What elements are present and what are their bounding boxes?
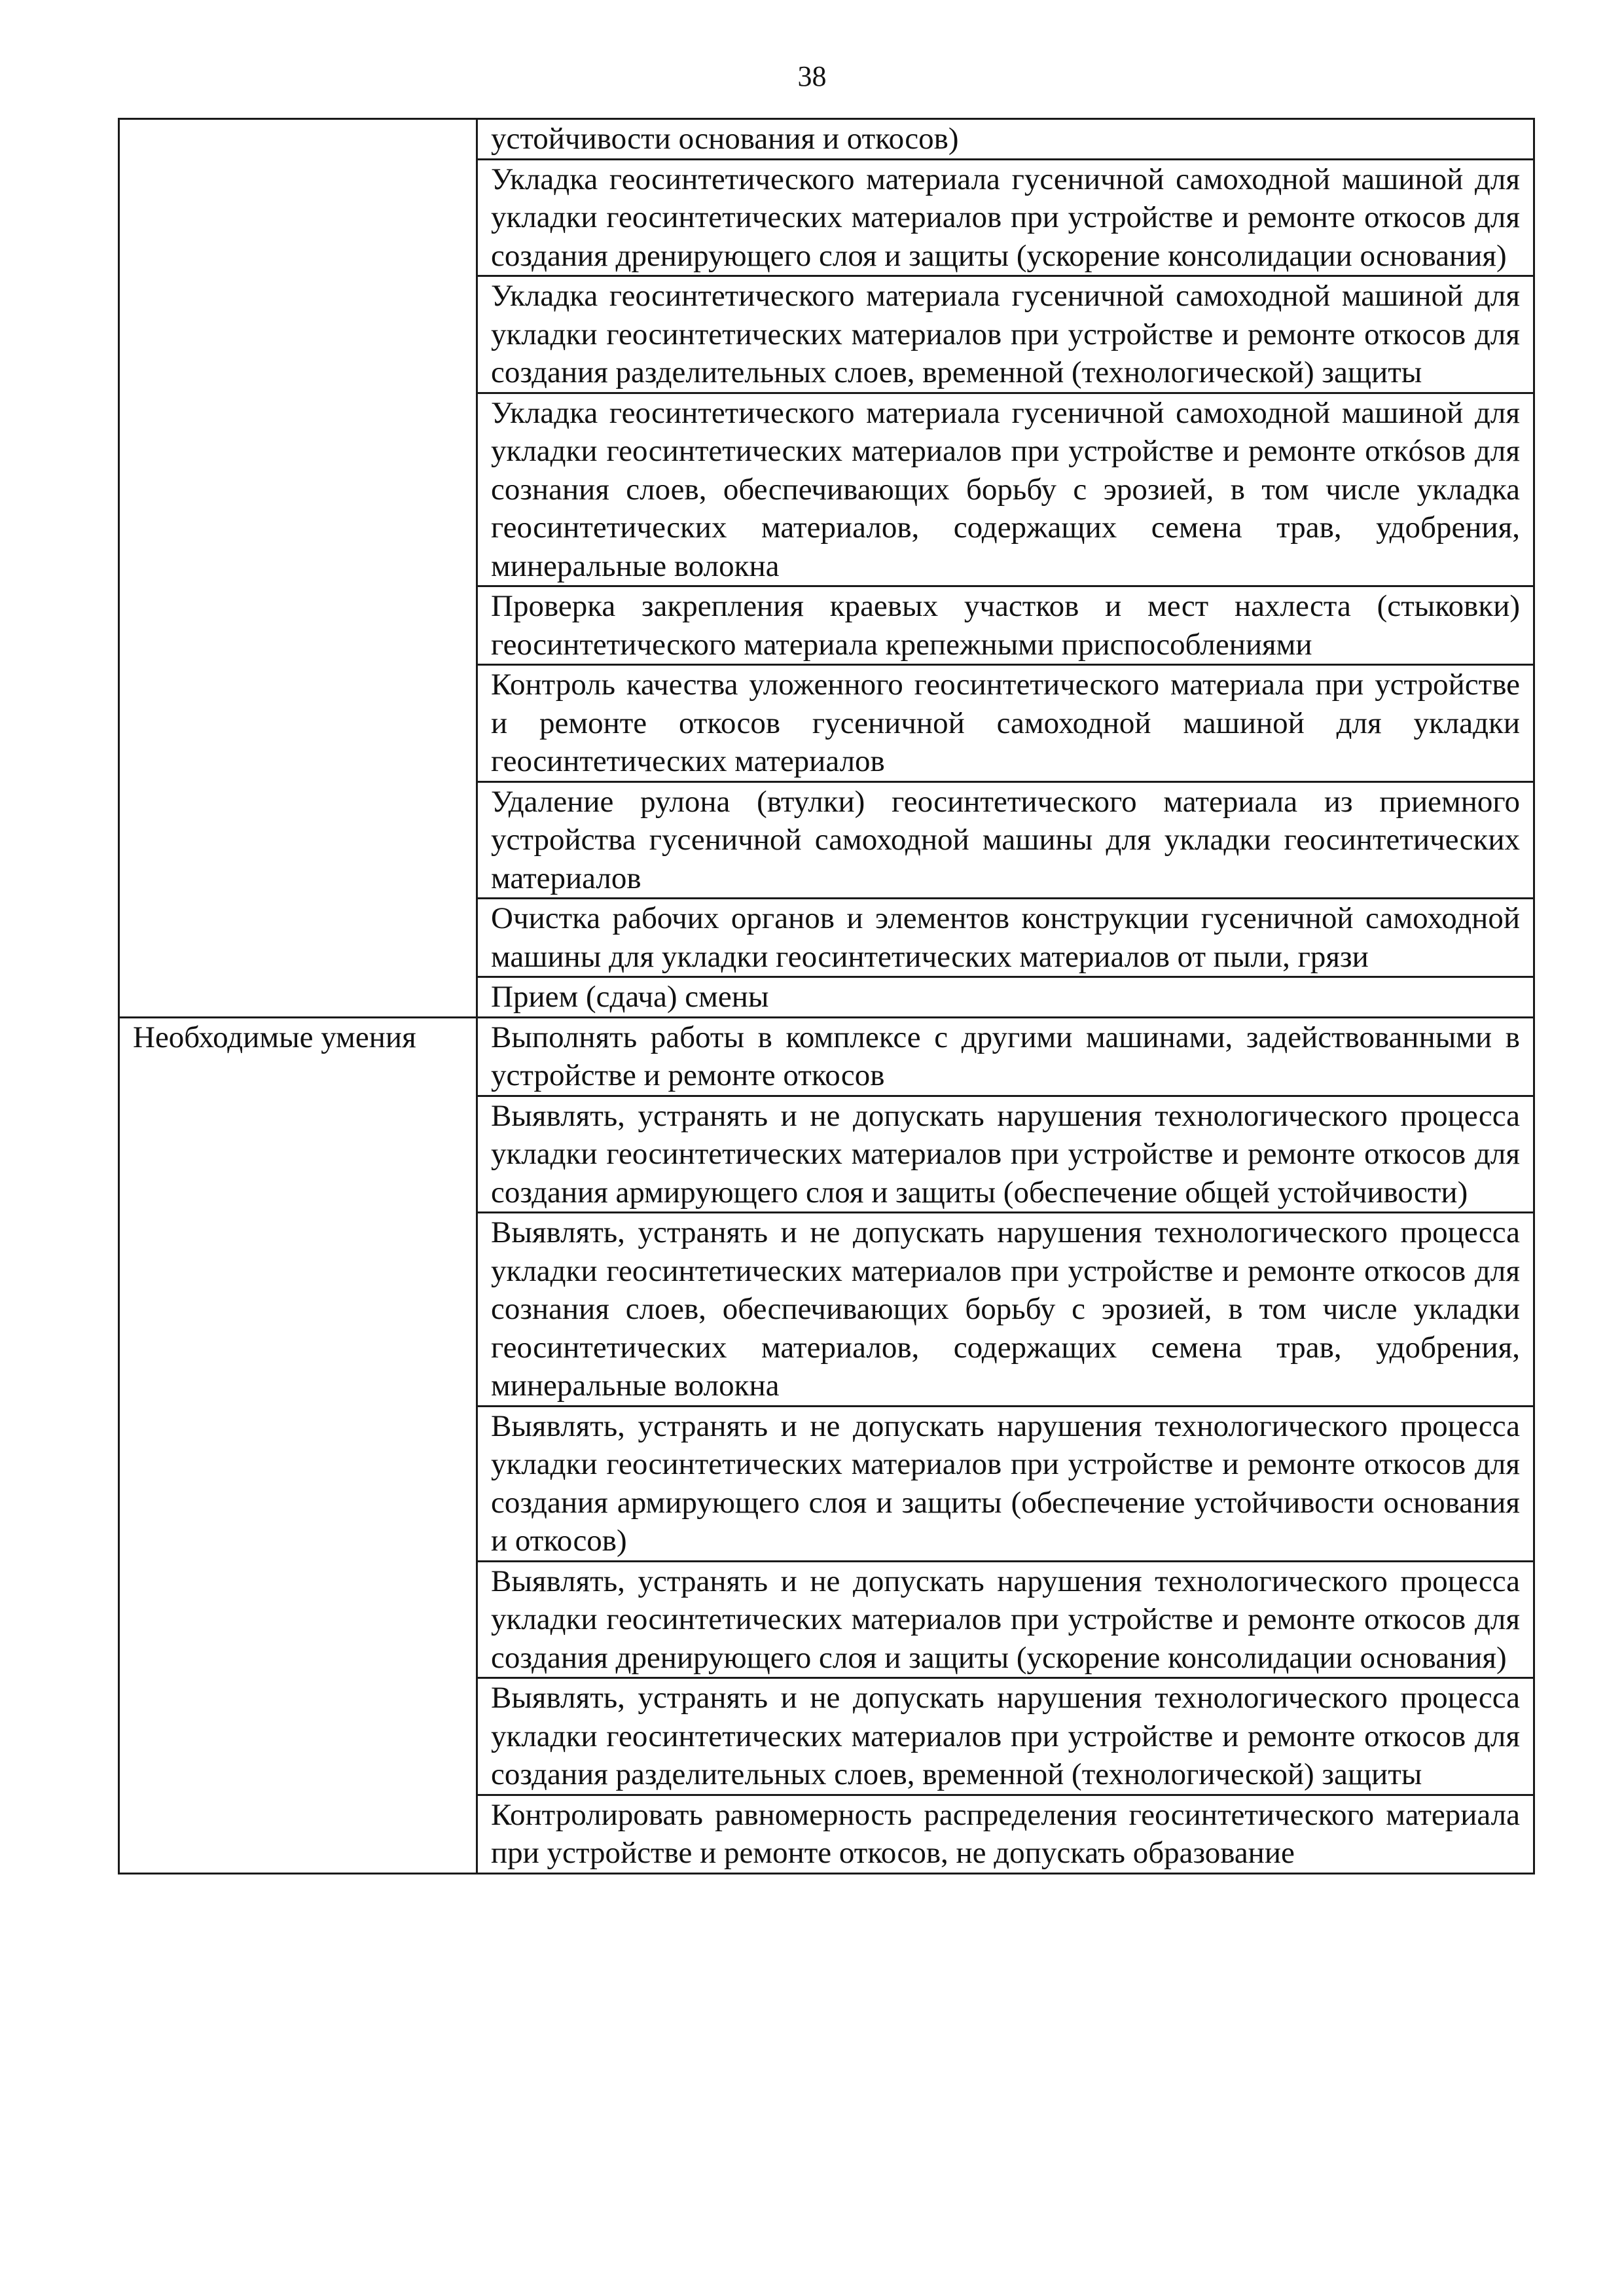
table-cell: Укладка геосинтетического материала гусеничной самоходной машиной для укладки геосинтетических материалов при устройстве и ремонте откосов для создания разделительных слоев, временной (технологической) защиты: [477, 276, 1534, 393]
table-row: [119, 1017, 1534, 1096]
table-cell: Очистка рабочих органов и элементов конструкции гусеничной самоходной машины для укладки геосинтетических материалов от пыли, грязи: [477, 899, 1534, 977]
qualification-table: [118, 118, 1535, 1874]
table-cell: Удаление рулона (втулки) геосинтетического материала из приемного устройства гусеничной самоходной машины для укладки геосинтетических материалов: [477, 781, 1534, 899]
table-cell: Выявлять, устранять и не допускать нарушения технологического процесса укладки геосинтетических материалов при устройстве и ремонте откосов для создания дренирующего слоя и защиты (ускорение консолидации основания): [477, 1561, 1534, 1678]
table-cell: Выявлять, устранять и не допускать нарушения технологического процесса укладки геосинтетических материалов при устройстве и ремонте откосов для сознания слоев, обеспечивающих борьбу с эрозией, в том числе укладки геосинтетических материалов, содержащих семена трав, удобрения, минеральные волокна: [477, 1213, 1534, 1407]
table-cell: Контролировать равномерность распределения геосинтетического материала при устройстве и ремонте откосов, не допускать образование: [477, 1795, 1534, 1873]
table-cell: устойчивости основания и откосов): [477, 119, 1534, 160]
table-cell: Прием (сдача) смены: [477, 977, 1534, 1018]
table-cell: Укладка геосинтетического материала гусеничной самоходной машиной для укладки геосинтетических материалов при устройстве и ремонте откósов для сознания слоев, обеспечивающих борьбу с эрозией, в том числе укладка геосинтетических материалов, содержащих семена трав, удобрения, минеральные волокна: [477, 393, 1534, 586]
table-cell: Выявлять, устранять и не допускать нарушения технологического процесса укладки геосинтетических материалов при устройстве и ремонте откосов для создания разделительных слоев, временной (технологической) защиты: [477, 1678, 1534, 1795]
page-number: 38: [797, 60, 827, 92]
table-cell: Проверка закрепления краевых участков и мест нахлеста (стыковки) геосинтетического материала крепежными приспособлениями: [477, 586, 1534, 665]
table-row: [119, 119, 1534, 160]
left-column-continued: [119, 119, 477, 1018]
table-cell: Выполнять работы в комплексе с другими машинами, задействованными в устройстве и ремонте откосов: [477, 1017, 1534, 1096]
skills-label: Необходимые умения: [119, 1017, 477, 1873]
table-cell: Контроль качества уложенного геосинтетического материала при устройстве и ремонте откосов гусеничной самоходной машиной для укладки геосинтетических материалов: [477, 665, 1534, 782]
table-cell: Укладка геосинтетического материала гусеничной самоходной машиной для укладки геосинтетических материалов при устройстве и ремонте откосов для создания дренирующего слоя и защиты (ускорение консолидации основания): [477, 159, 1534, 276]
table-cell: Выявлять, устранять и не допускать нарушения технологического процесса укладки геосинтетических материалов при устройстве и ремонте откосов для создания армирующего слоя и защиты (обеспечение устойчивости основания и откосов): [477, 1406, 1534, 1561]
table-cell: Выявлять, устранять и не допускать нарушения технологического процесса укладки геосинтетических материалов при устройстве и ремонте откосов для создания армирующего слоя и защиты (обеспечение общей устойчивости): [477, 1096, 1534, 1213]
